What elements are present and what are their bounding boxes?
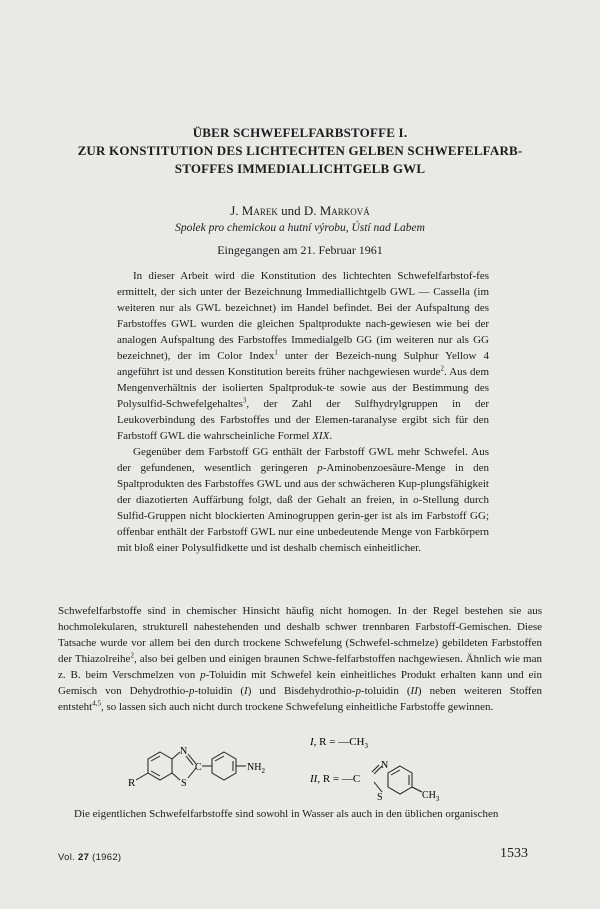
title-line-2: ZUR KONSTITUTION DES LICHTECHTEN GELBEN SCHWEFELFARB- <box>77 143 523 158</box>
sulfur-label-2: S <box>377 792 383 802</box>
bond <box>172 752 180 759</box>
chemical-structure <box>120 730 540 802</box>
body-text <box>58 603 542 715</box>
italic-prefix: o <box>413 494 419 506</box>
footnote-ref: 2 <box>130 651 134 660</box>
bond <box>412 787 422 792</box>
nitrogen-label: N <box>180 746 188 757</box>
abstract <box>117 268 489 556</box>
compound-II-label: II <box>310 773 318 785</box>
body-span: Schwefelfarbstoffe sind in chemischer Hinsicht häufig nicht homogen. In der Regel bestehen sie aus hochmolekularen, strukturell nahestehenden und deshalb schwer trennbaren Farbstoff-Gemischen. Diese Tatsache wurde vor allem bei den durch trockene Schwefelung (Schwefel-schmelze) gebildeten Farbstoffen der Thiazolreihe <box>58 605 542 665</box>
bond <box>374 782 382 792</box>
abstract-text: unter der Bezeich-nung Sulphur Yellow 4 angeführt ist und dessen Konstitution bereits früher nachgewiesen wurde <box>117 350 489 378</box>
abstract-text: , der Zahl der Sulfhydrylgruppen in der Leukoverbindung des Farbstoffes und der Elemen-taranalyse ergibt sich für den Farbstoff GWL die wahrscheinliche Formel <box>117 398 489 442</box>
title-line-1: ÜBER SCHWEFELFARBSTOFFE I. <box>192 125 408 140</box>
compound-ref: I <box>244 685 248 697</box>
footnote-ref: 1 <box>274 348 278 357</box>
nitrogen-label-2: N <box>381 760 389 771</box>
author-1-initial: J. <box>230 203 239 218</box>
authors-and: und <box>281 203 301 218</box>
carbon-label: C <box>195 762 202 773</box>
volume-year: (1962) <box>92 852 122 863</box>
compound-I-definition <box>309 736 369 750</box>
italic-prefix: p <box>317 462 323 474</box>
methyl-text: CH <box>422 790 436 801</box>
author-2-name: Marková <box>319 203 370 218</box>
amine-text: NH <box>247 762 262 773</box>
compound-II-definition <box>309 773 360 785</box>
compound-I-sub: 3 <box>364 742 368 750</box>
double-bond <box>372 765 379 772</box>
amine-label <box>247 762 265 775</box>
substituent-ring <box>372 765 422 794</box>
body-span: -Toluidin mit Schwefel kein einheitliches Produkt erhalten kann und ein Gemisch von Dehydrothio- <box>58 669 542 697</box>
volume-number: 27 <box>78 852 90 863</box>
abstract-text: Gegenüber dem Farbstoff GG enthält der Farbstoff GWL mehr Schwefel. Aus der gefundenen, wesentlich geringeren <box>117 446 489 474</box>
compound-I-text: , R = —CH <box>313 736 365 748</box>
abstract-text: -Aminobenzoesäure-Menge in den Spaltprodukten des Farbstoffes GWL und aus der schwächeren Kup-plungsfähigkeit der diazotierten Auffärbung folgt, daß der Gehalt an freien, in <box>117 462 489 506</box>
footnote-ref: 3 <box>242 396 247 405</box>
italic-prefix: p <box>188 685 195 697</box>
r-label: R <box>128 777 136 789</box>
compound-II-text: , R = —C <box>317 773 361 785</box>
formula-ref: XIX <box>312 430 330 442</box>
authors <box>0 203 600 219</box>
volume-label: Vol. <box>58 852 76 863</box>
body-span: -toluidin ( <box>194 685 245 697</box>
abstract-paragraph-1 <box>117 268 489 444</box>
body-span: -toluidin ( <box>360 685 411 697</box>
body-span: , so lassen sich auch nicht durch trockene Schwefelung einheitliche Farbstoffe gewinnen. <box>100 701 494 713</box>
compound-I-label: I <box>310 736 314 748</box>
r-bond <box>136 773 148 780</box>
author-1-name: Marek <box>241 203 278 218</box>
footnote-ref: 4,5 <box>92 699 101 708</box>
abstract-text: . Aus dem Mengenverhältnis der isolierten Spaltproduk-te sowie aus der Bestimmung des Polysulfid-Schwefelgehaltes <box>117 366 489 410</box>
body-last-line: Die eigentlichen Schwefelfarbstoffe sind sowohl in Wasser als auch in den üblichen organischen <box>74 808 499 820</box>
double-bond <box>186 756 193 765</box>
footnote-ref: 2 <box>440 364 444 373</box>
title-line-3: STOFFES IMMEDIALLICHTGELB GWL <box>174 161 426 176</box>
affiliation: Spolek pro chemickou a hutní výrobu, Ústí nad Labem <box>175 222 425 234</box>
italic-prefix: p <box>200 669 206 681</box>
article-title <box>40 124 560 178</box>
abstract-paragraph-2 <box>117 444 489 556</box>
abstract-text: -Stellung durch Sulfid-Gruppen nicht blockierten Aminogruppen gerin-ger ist als im Farbstoff GG; offenbar enthält der Farbstoff GWL nur eine unbedeutende Menge von Farbkörpern mit bloß einer Polysulfidkette und ist deshalb chemisch einheitlicher. <box>117 494 489 554</box>
abstract-text: In dieser Arbeit wird die Konstitution des lichtechten Schwefelfarbstof-fes ermittelt, der sich unter der Bezeichnung Immediallichtgelb GWL — Cassella (im weiteren nur als GWL bezeichnet) im Handel befindet. Bei der Aufspaltung des Farbstoffes GWL wurden die gleichen Spaltprodukte nach-gewiesen wie bei der analogen Aufspaltung des Farbstoffes Immedialgelb GG (im weiteren nur als GG bezeichnet), der im Color Index <box>117 270 489 362</box>
author-2-initial: D. <box>303 203 317 218</box>
methyl-label <box>422 790 440 802</box>
compound-ref: II <box>410 685 418 697</box>
methyl-sub: 3 <box>435 795 440 802</box>
volume-info <box>58 852 121 863</box>
bond <box>172 773 180 780</box>
benzothiazole-core <box>136 752 246 780</box>
page-number: 1533 <box>500 846 528 861</box>
italic-prefix: p <box>355 685 361 697</box>
body-span: ) neben weiteren Stoffen entsteht <box>58 685 542 713</box>
body-span: ) und Bisdehydrothio- <box>247 685 356 697</box>
received-date: Eingegangen am 21. Februar 1961 <box>217 243 383 257</box>
amine-sub: 2 <box>261 767 265 775</box>
body-span: , also bei gelben und einigen braunen Schwe-felfarbstoffen nachgewiesen. Ähnlich wie man z. B. beim Verschmelzen von <box>58 653 542 681</box>
sulfur-label: S <box>181 778 187 789</box>
body-paragraph-1 <box>58 603 542 715</box>
abstract-text: . <box>329 430 333 442</box>
